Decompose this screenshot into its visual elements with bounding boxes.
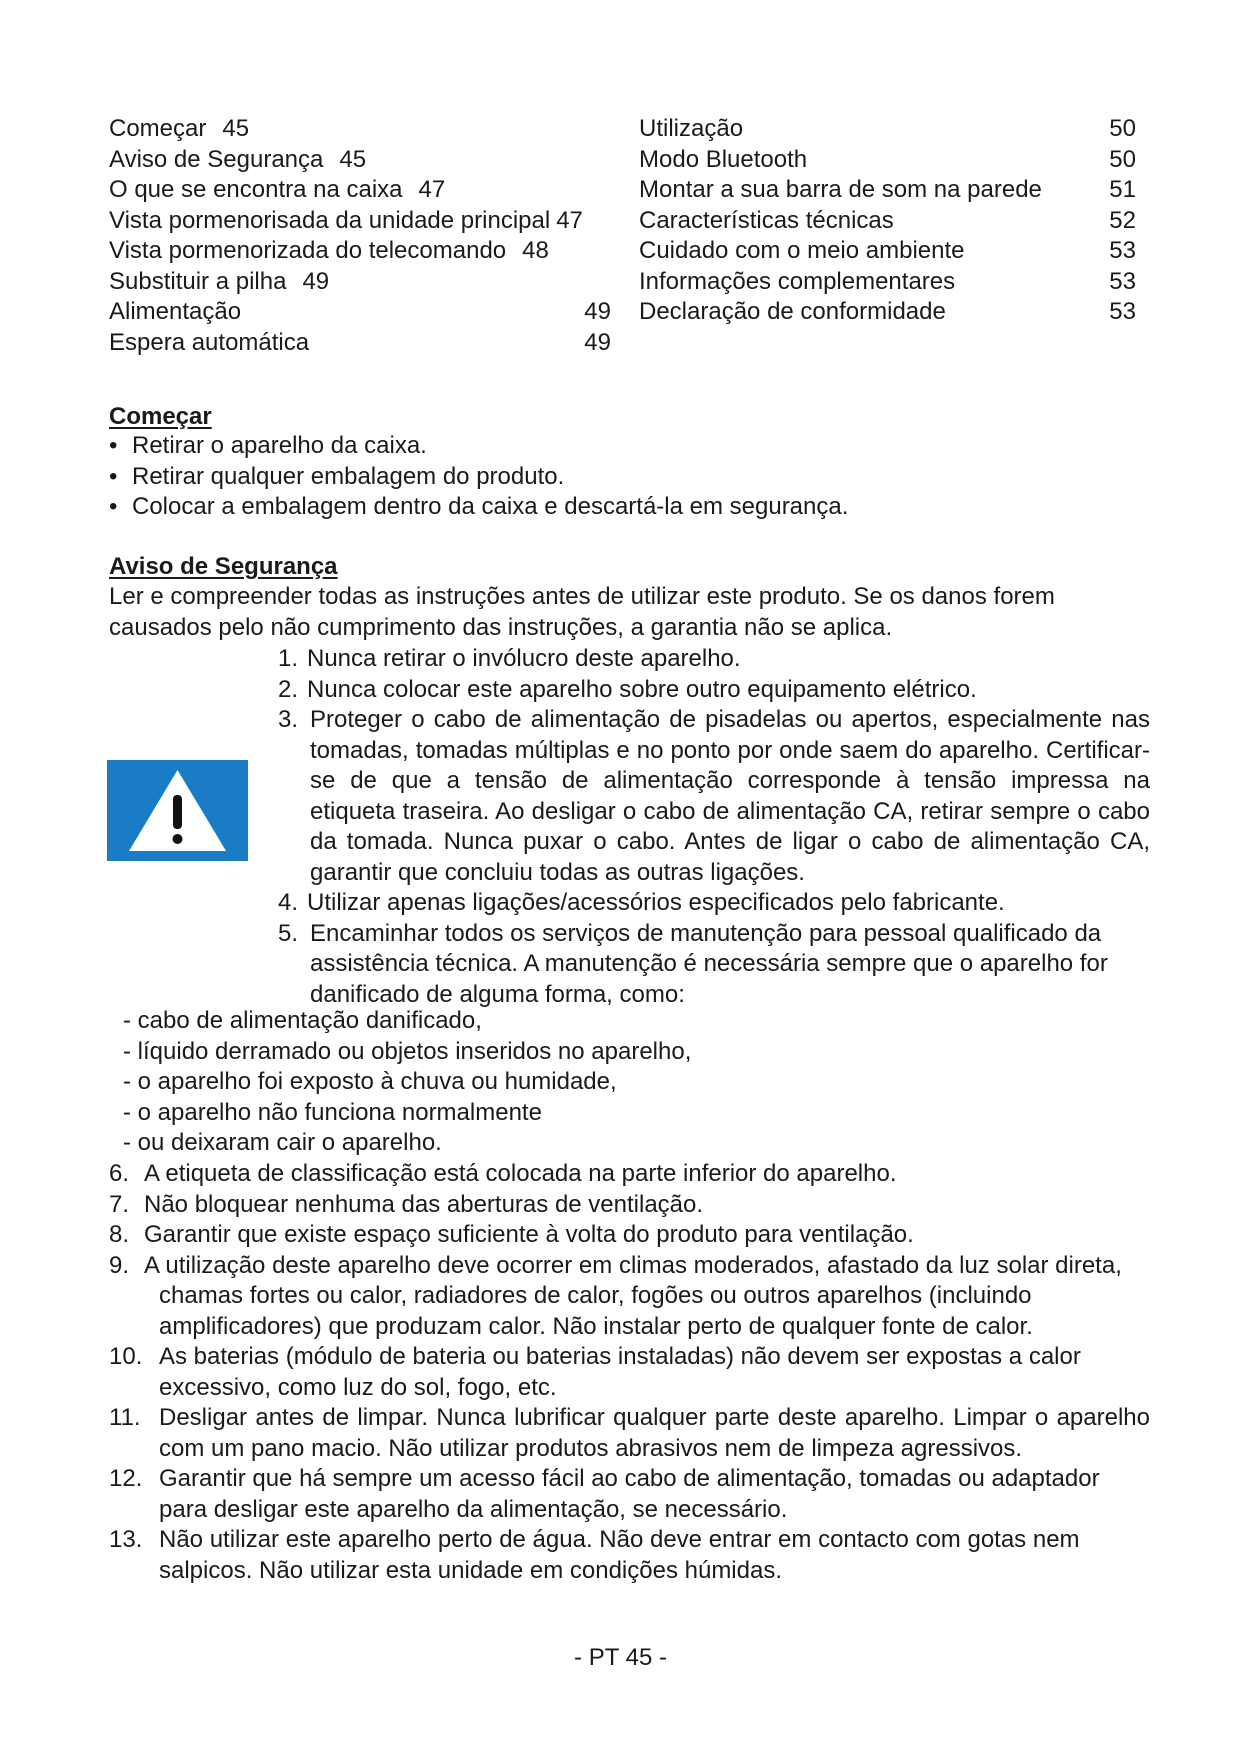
- warning-triangle-icon: [107, 760, 248, 861]
- toc-page: 51: [1109, 176, 1136, 203]
- toc-label: Modo Bluetooth: [639, 145, 808, 173]
- damage-dash-list: [123, 1006, 691, 1159]
- list-item: [109, 1220, 1150, 1251]
- item-text: Nunca colocar este aparelho sobre outro equipamento elétrico.: [307, 675, 977, 703]
- list-item: [109, 1342, 1150, 1403]
- list-item: [278, 644, 1150, 675]
- toc-page: 53: [1109, 237, 1136, 264]
- list-item: [109, 1464, 1150, 1525]
- toc-page: 53: [1109, 267, 1136, 295]
- toc-entry: [109, 206, 611, 237]
- toc-label: Declaração de conformidade: [639, 298, 946, 325]
- item-number: 3.: [278, 706, 299, 733]
- list-item: [109, 1251, 1150, 1343]
- item-text: Nunca retirar o invólucro deste aparelho.: [307, 645, 741, 672]
- list-item: • Retirar qualquer embalagem do produto.: [109, 462, 848, 493]
- toc-entry: [639, 114, 1136, 145]
- toc-label: Utilização: [639, 115, 744, 142]
- toc-label: O que se encontra na caixa: [109, 176, 403, 203]
- toc-label: Aviso de Segurança: [109, 145, 324, 173]
- list-item: • Colocar a embalagem dentro da caixa e descartá-la em segurança.: [109, 492, 848, 523]
- toc-label: Substituir a pilha: [109, 267, 287, 295]
- item-text: Proteger o cabo de alimentação de pisadelas ou apertos, especialmente nas tomadas, tomadas múltiplas e no ponto por onde saem do aparelho. Certificar-se de que a tensão de alimentação corresponde à tensão impressa na etiqueta traseira. Ao desligar o cabo de alimentação CA, retirar sempre o cabo da tomada. Nunca puxar o cabo. Antes de ligar o cabo de alimentação CA, garantir que concluiu todas as outras ligações.: [310, 706, 1150, 886]
- item-text: Utilizar apenas ligações/acessórios especificados pelo fabricante.: [307, 889, 1005, 916]
- toc-entry: [109, 145, 611, 176]
- toc-entry: [639, 206, 1136, 237]
- toc-label: Começar: [109, 115, 207, 142]
- list-item: [278, 705, 1150, 888]
- toc-page: 49: [302, 267, 330, 295]
- toc-entry: [639, 145, 1136, 176]
- aviso-indented-list: [278, 644, 1150, 1010]
- toc-label: Vista pormenorisada da unidade principal: [109, 206, 551, 234]
- toc-page: 52: [1109, 206, 1136, 234]
- toc-page: 45: [339, 145, 367, 173]
- toc-entry: [109, 175, 611, 206]
- toc-page: 47: [556, 206, 583, 234]
- toc-entry: [109, 114, 611, 145]
- item-number: 10.: [109, 1343, 143, 1370]
- item-text: A utilização deste aparelho deve ocorrer em climas moderados, afastado da luz solar direta, chamas fortes ou calor, radiadores de calor, fogões ou outros aparelhos (incluindo amplificadores) que produzam calor. Não instalar perto de qualquer fonte de calor.: [144, 1251, 1122, 1340]
- aviso-heading: Aviso de Segurança: [109, 553, 338, 580]
- item-number: 4.: [278, 889, 299, 916]
- list-item: - o aparelho não funciona normalmente: [123, 1098, 542, 1126]
- toc-page: 50: [1109, 115, 1136, 142]
- page-number: - PT 45 -: [574, 1644, 667, 1671]
- toc-page: 45: [222, 115, 250, 142]
- toc-right-column: [639, 114, 1136, 328]
- toc-label: Informações complementares: [639, 267, 956, 295]
- list-item: [109, 1159, 1150, 1190]
- list-item: [278, 675, 1150, 706]
- toc-entry: [639, 236, 1136, 267]
- item-number: 2.: [278, 675, 299, 703]
- item-number: 11.: [109, 1404, 141, 1431]
- list-item: - ou deixaram cair o aparelho.: [123, 1129, 442, 1156]
- toc-label: Montar a sua barra de som na parede: [639, 176, 1042, 203]
- toc-page: 47: [418, 176, 446, 203]
- list-item: [278, 888, 1150, 919]
- toc-entry: [639, 297, 1136, 328]
- toc-page: 50: [1109, 145, 1136, 173]
- list-item: • Retirar o aparelho da caixa.: [109, 431, 848, 462]
- item-number: 12.: [109, 1465, 143, 1492]
- item-number: 13.: [109, 1526, 143, 1553]
- list-item: - cabo de alimentação danificado,: [123, 1007, 482, 1034]
- item-text: As baterias (módulo de bateria ou baterias instaladas) não devem ser expostas a calor excessivo, como luz do sol, fogo, etc.: [159, 1343, 1081, 1401]
- item-text: Não bloquear nenhuma das aberturas de ventilação.: [144, 1190, 704, 1218]
- toc-entry: [109, 328, 611, 359]
- aviso-intro: Ler e compreender todas as instruções antes de utilizar este produto. Se os danos forem causados pelo não cumprimento das instruções, a garantia não se aplica.: [109, 583, 1055, 641]
- list-item: [278, 919, 1150, 1011]
- item-text: Desligar antes de limpar. Nunca lubrificar qualquer parte deste aparelho. Limpar o aparelho com um pano macio. Não utilizar produtos abrasivos nem de limpeza agressivos.: [159, 1404, 1150, 1462]
- toc-page: 53: [1109, 298, 1136, 325]
- toc-label: Características técnicas: [639, 206, 894, 234]
- toc-entry: [109, 267, 611, 298]
- comecar-bullet-list: [109, 431, 848, 523]
- toc-page: 48: [522, 237, 549, 264]
- list-item: [109, 1403, 1150, 1464]
- toc-label: Cuidado com o meio ambiente: [639, 237, 965, 264]
- item-number: 7.: [109, 1190, 130, 1218]
- item-text: A etiqueta de classificação está colocada na parte inferior do aparelho.: [144, 1160, 897, 1187]
- toc-page: 49: [584, 328, 611, 356]
- item-number: 1.: [278, 645, 299, 672]
- toc-entry: [109, 297, 611, 328]
- item-text: Garantir que há sempre um acesso fácil ao cabo de alimentação, tomadas ou adaptador para desligar este aparelho da alimentação, se necessário.: [159, 1465, 1100, 1523]
- item-number: 8.: [109, 1221, 130, 1248]
- toc-label: Vista pormenorizada do telecomando: [109, 237, 507, 264]
- aviso-main-list: [109, 1159, 1150, 1586]
- toc-left-column: [109, 114, 611, 358]
- list-item: - líquido derramado ou objetos inseridos no aparelho,: [123, 1037, 692, 1065]
- item-text: Não utilizar este aparelho perto de água. Não deve entrar em contacto com gotas nem salpicos. Não utilizar esta unidade em condições húmidas.: [159, 1526, 1080, 1584]
- comecar-heading: Começar: [109, 403, 212, 430]
- list-item: - o aparelho foi exposto à chuva ou humidade,: [123, 1068, 617, 1095]
- item-number: 9.: [109, 1251, 130, 1279]
- toc-page: 49: [584, 298, 611, 325]
- list-item: [109, 1190, 1150, 1221]
- toc-label: Alimentação: [109, 298, 242, 325]
- item-number: 6.: [109, 1160, 130, 1187]
- item-text: Garantir que existe espaço suficiente à volta do produto para ventilação.: [144, 1221, 914, 1248]
- toc-entry: [639, 267, 1136, 298]
- toc-entry: [639, 175, 1136, 206]
- item-number: 5.: [278, 919, 299, 947]
- list-item: [109, 1525, 1150, 1586]
- toc-entry: [109, 236, 611, 267]
- toc-label: Espera automática: [109, 328, 310, 356]
- item-text: Encaminhar todos os serviços de manutenção para pessoal qualificado da assistência técnica. A manutenção é necessária sempre que o aparelho for danificado de alguma forma, como:: [310, 919, 1108, 1008]
